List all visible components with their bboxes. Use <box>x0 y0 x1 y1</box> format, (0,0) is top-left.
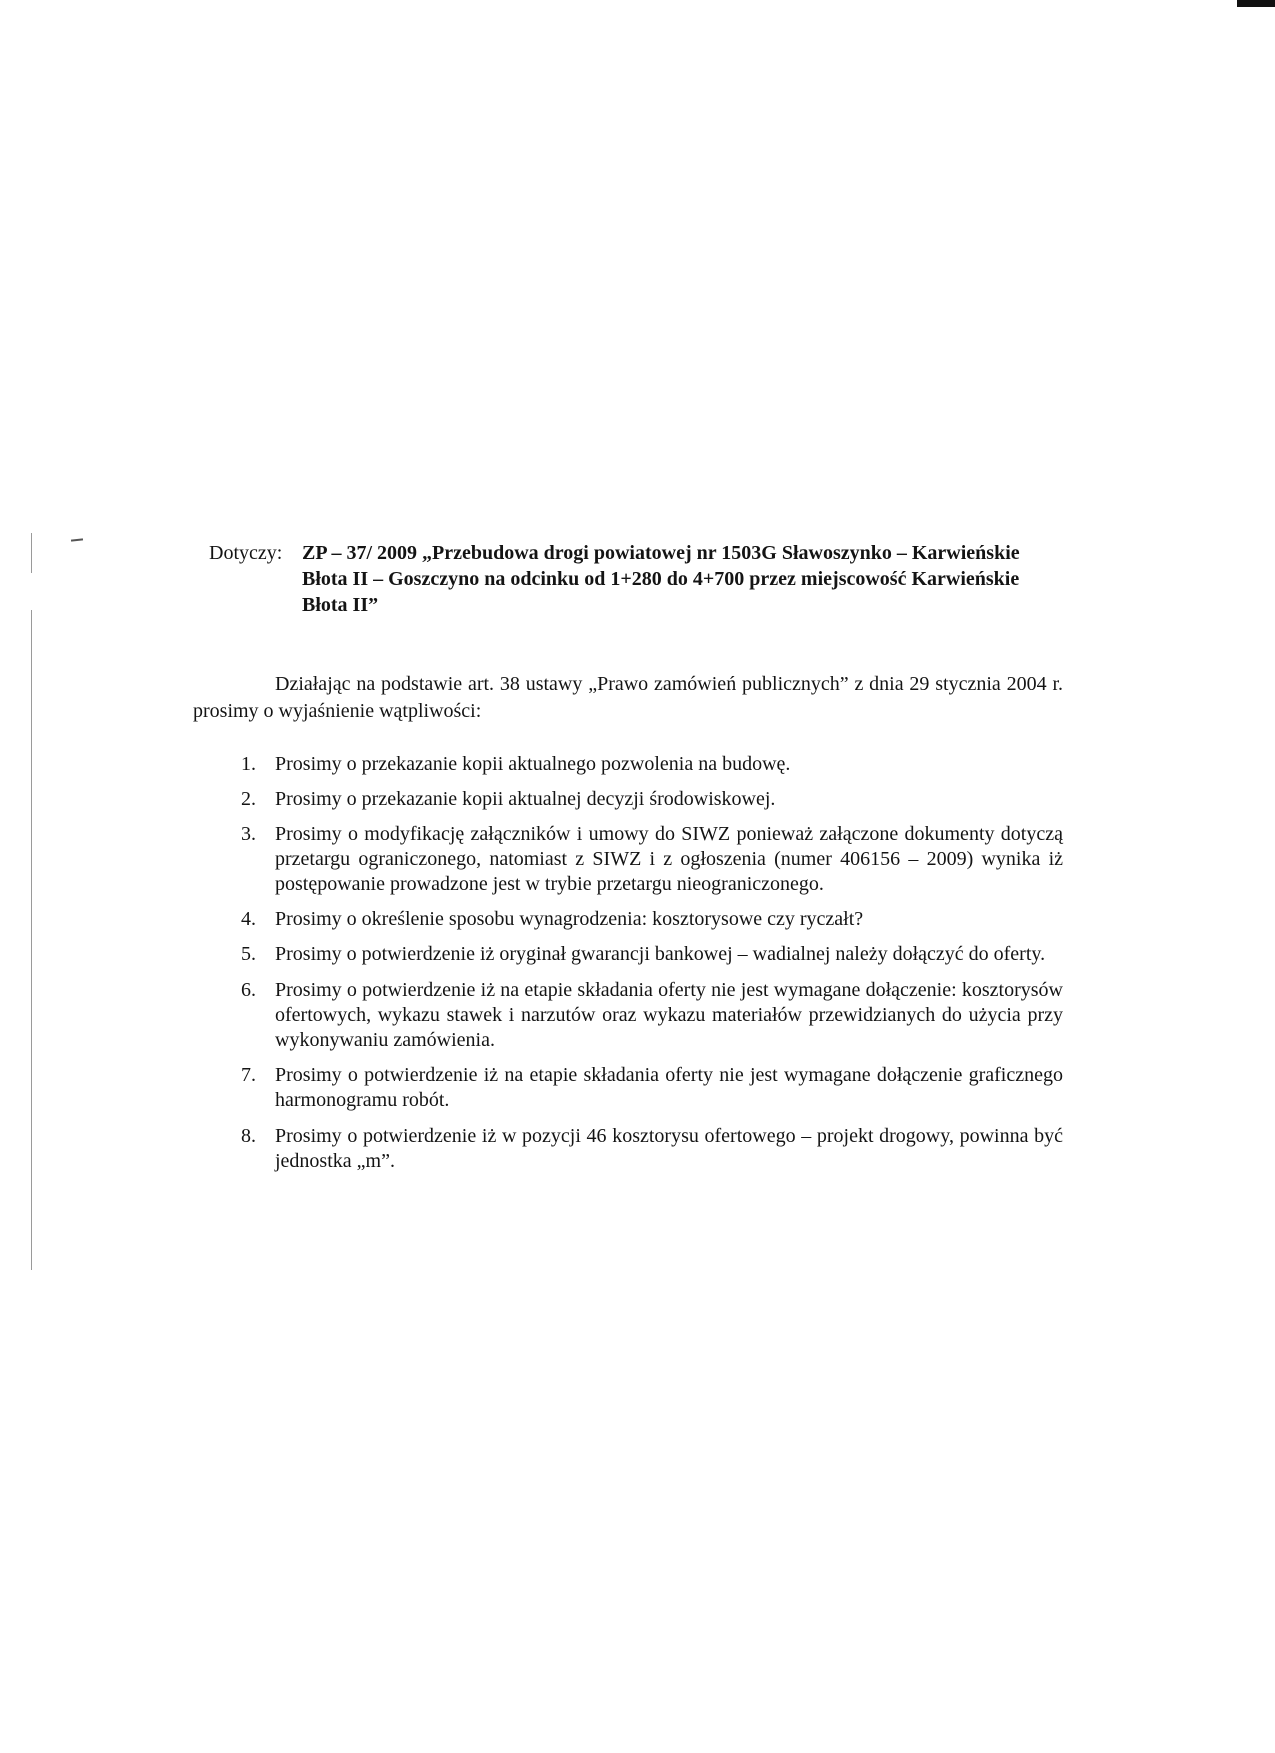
list-item <box>193 752 1063 777</box>
scan-mark <box>1237 0 1275 7</box>
question-number: 3. <box>241 823 256 845</box>
question-text: Prosimy o przekazanie kopii aktualnej decyzji środowiskowej. <box>275 788 776 810</box>
list-item <box>193 907 1063 932</box>
question-number: 2. <box>241 788 256 810</box>
question-text: Prosimy o modyfikację załączników i umowy do SIWZ ponieważ załączone dokumenty dotyczą przetargu ograniczonego, natomiast z SIWZ i z ogłoszenia (numer 406156 – 2009) wynika iż postępowanie prowadzone jest w trybie przetargu nieograniczonego. <box>275 823 1063 895</box>
question-text: Prosimy o przekazanie kopii aktualnego pozwolenia na budowę. <box>275 753 791 775</box>
scan-tick <box>71 538 83 541</box>
list-item <box>193 787 1063 812</box>
question-text: Prosimy o potwierdzenie iż na etapie składania oferty nie jest wymagane dołączenie graficznego harmonogramu robót. <box>275 1064 1063 1111</box>
question-number: 8. <box>241 1125 256 1147</box>
subject-label: Dotyczy: <box>209 542 283 564</box>
subject-text: ZP – 37/ 2009 „Przebudowa drogi powiatowej nr 1503G Sławoszynko – Karwieńskie Błota II – Goszczyno na odcinku od 1+280 do 4+700 przez miejscowość Karwieńskie Błota II” <box>302 542 1020 616</box>
list-item <box>193 942 1063 967</box>
question-number: 4. <box>241 908 256 930</box>
question-number: 6. <box>241 979 256 1001</box>
intro-paragraph: Działając na podstawie art. 38 ustawy „Prawo zamówień publicznych” z dnia 29 stycznia 2004 r. prosimy o wyjaśnienie wątpliwości: <box>193 673 1063 722</box>
list-item <box>193 978 1063 1053</box>
scan-edge-line <box>31 610 32 1270</box>
question-number: 7. <box>241 1064 256 1086</box>
question-number: 5. <box>241 943 256 965</box>
question-text: Prosimy o potwierdzenie iż oryginał gwarancji bankowej – wadialnej należy dołączyć do oferty. <box>275 943 1046 965</box>
scan-edge-line <box>31 533 32 573</box>
question-number: 1. <box>241 753 256 775</box>
list-item <box>193 1124 1063 1174</box>
list-item <box>193 1063 1063 1113</box>
question-text: Prosimy o potwierdzenie iż w pozycji 46 kosztorysu ofertowego – projekt drogowy, powinna być jednostka „m”. <box>275 1125 1063 1172</box>
question-text: Prosimy o potwierdzenie iż na etapie składania oferty nie jest wymagane dołączenie: kosztorysów ofertowych, wykazu stawek i narzutów oraz wykazu materiałów przewidzianych do użycia przy wykonywaniu zamówienia. <box>275 979 1063 1051</box>
letter-subject <box>209 540 1069 618</box>
questions-list <box>193 752 1063 1174</box>
list-item <box>193 822 1063 897</box>
question-text: Prosimy o określenie sposobu wynagrodzenia: kosztorysowe czy ryczałt? <box>275 908 864 930</box>
